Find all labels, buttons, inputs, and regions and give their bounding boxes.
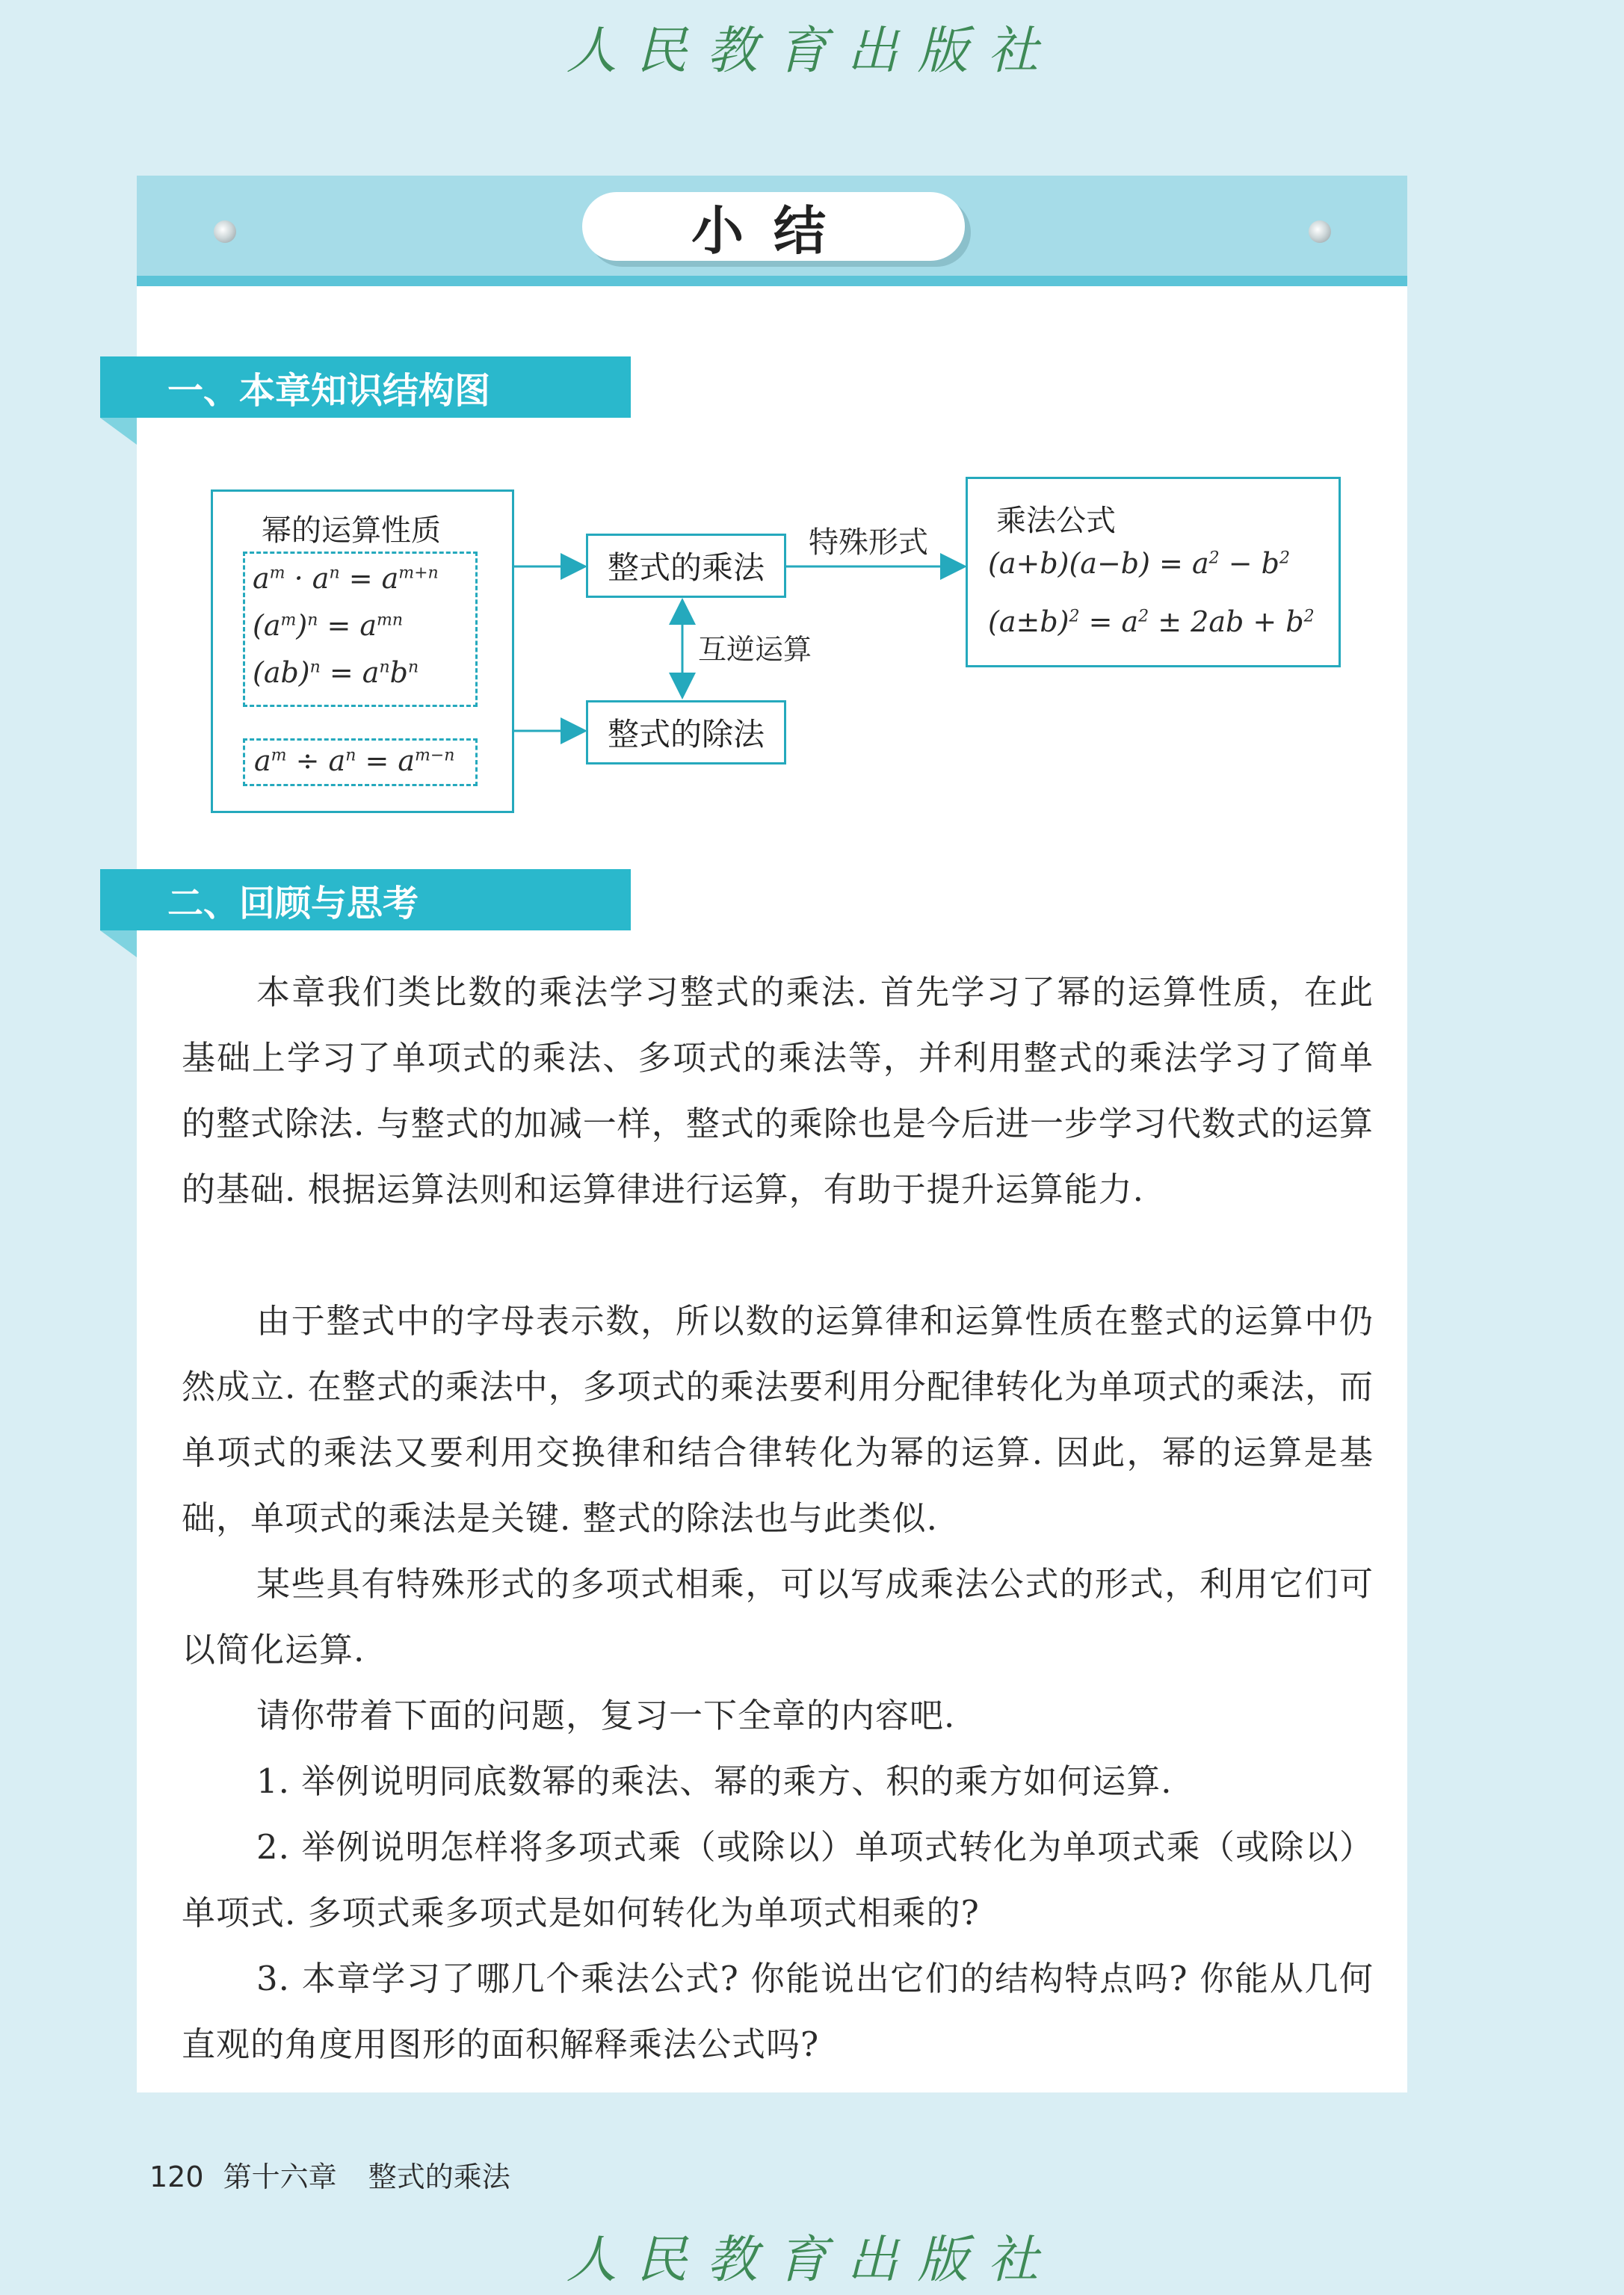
card-header — [137, 176, 1407, 286]
formula-difference-of-squares: $(a+b)(a-b) = a^2 - b^2$ — [988, 547, 1290, 580]
section-heading-review: 二、回顾与思考 — [100, 869, 631, 930]
formula-perfect-square: $(a\pm b)^2 = a^2 \pm 2ab + b^2$ — [988, 605, 1315, 638]
page-title: 小结 — [582, 192, 965, 261]
multiplication-formulas-title: 乘法公式 — [996, 504, 1116, 538]
mutual-inverse-label: 互逆运算 — [698, 633, 812, 666]
review-question-1: 1. 举例说明同底数幂的乘法、幂的乘方、积的乘方如何运算. — [256, 1761, 1173, 1801]
paragraph-special-products: 某些具有特殊形式的多项式相乘，可以写成乘法公式的形式，利用它们可以简化运算. — [182, 1564, 1374, 1669]
formula-power-of-product: $(ab)^n = a^nb^n$ — [253, 656, 419, 689]
chapter-title: 整式的乘法 — [368, 2160, 510, 2193]
formula-product-of-powers: $a^m \cdot a^n = a^{m+n}$ — [253, 562, 439, 595]
paragraph-review-prompt: 请你带着下面的问题，复习一下全章的内容吧. — [256, 1696, 956, 1735]
section-heading-structure: 一、本章知识结构图 — [100, 356, 631, 418]
publisher-logo-bottom: 人民教育出版社 — [566, 2231, 1058, 2290]
division-node: 整式的除法 — [586, 700, 786, 765]
paragraph-overview: 本章我们类比数的乘法学习整式的乘法. 首先学习了幂的运算性质，在此基础上学习了单项式的乘法、多项式的乘法等，并利用整式的乘法学习了简单的整式除法. 与整式的加减一样，整式的乘除也是今后进一步学习代数式的运算的基础. 根据运算法则和运算律进行运算，有助于提升运算能力. — [182, 972, 1374, 1209]
power-properties-title: 幂的运算性质 — [262, 513, 441, 548]
page-footer — [149, 2154, 510, 2195]
paragraph-operation-laws: 由于整式中的字母表示数，所以数的运算律和运算性质在整式的运算中仍然成立. 在整式的乘法中，多项式的乘法要利用分配律转化为单项式的乘法，而单项式的乘法又要利用交换律和结合律转化为幂的运算. 因此，幂的运算是基础，单项式的乘法是关键. 整式的除法也与此类似. — [182, 1301, 1374, 1538]
chapter-number: 第十六章 — [223, 2160, 337, 2193]
formula-quotient-of-powers: $a^m \div a^n = a^{m-n}$ — [254, 744, 455, 777]
multiplication-node: 整式的乘法 — [586, 534, 786, 598]
publisher-logo-top: 人民教育出版社 — [566, 22, 1058, 81]
review-question-3: 3. 本章学习了哪几个乘法公式? 你能说出它们的结构特点吗? 你能从几何直观的角度用图形的面积解释乘法公式吗? — [182, 1959, 1374, 2064]
page-number: 120 — [149, 2160, 204, 2193]
special-form-label: 特殊形式 — [809, 525, 928, 560]
binder-hole-left-icon — [214, 220, 236, 243]
binder-hole-right-icon — [1309, 220, 1331, 243]
review-question-2: 2. 举例说明怎样将多项式乘（或除以）单项式转化为单项式乘（或除以）单项式. 多项式乘多项式是如何转化为单项式相乘的? — [182, 1827, 1374, 1933]
formula-power-of-power: $(a^m)^n = a^{mn}$ — [253, 609, 404, 642]
